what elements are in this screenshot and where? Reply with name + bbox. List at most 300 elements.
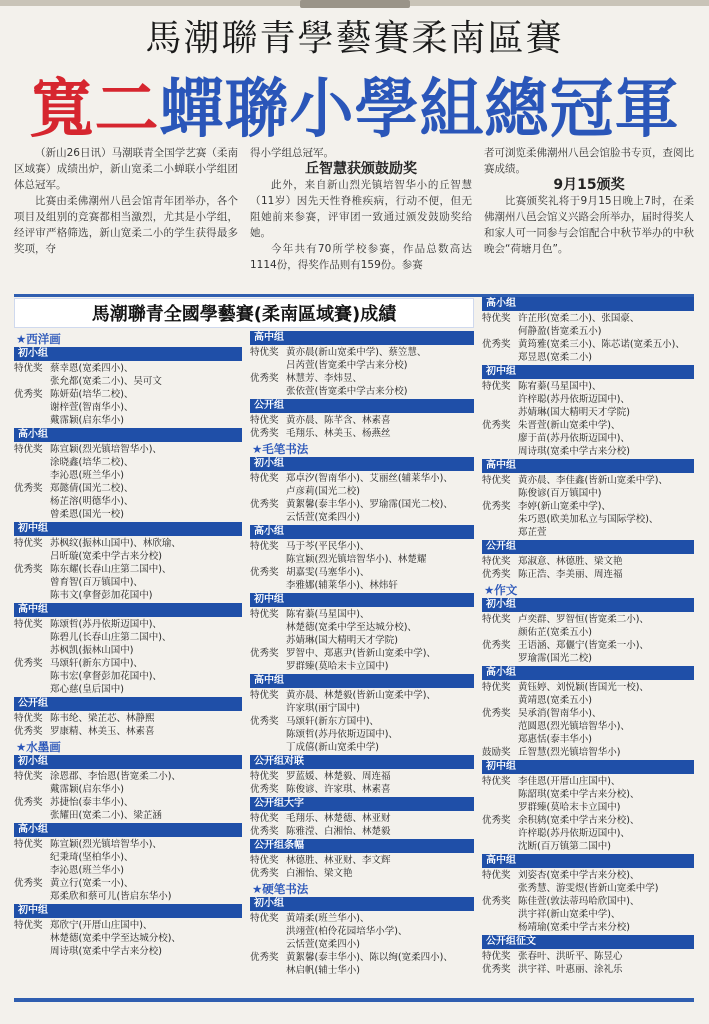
award-label: 优秀奖 xyxy=(14,564,43,575)
award-row xyxy=(14,362,242,388)
headline-line2 xyxy=(0,58,709,150)
award-name-line: 范圆恩(烈光镇培智华小)、 xyxy=(518,721,630,732)
award-name-line: 吕昕璇(宽柔中学古来分校) xyxy=(50,551,162,562)
award-row xyxy=(482,639,694,665)
award-label: 优秀奖 xyxy=(14,797,43,808)
award-name-line: 马于芩(平民华小)、 xyxy=(286,541,370,552)
award-label: 优秀奖 xyxy=(482,815,511,826)
group-heading: 公开组大字 xyxy=(250,797,474,811)
award-name-line: 陈宥蓁(马星国中)、 xyxy=(518,381,602,392)
award-name-line: 云恬萱(宽柔四小) xyxy=(286,939,360,950)
award-names xyxy=(286,715,474,754)
article-column-3 xyxy=(484,145,694,257)
award-name-line: 张耀田(宽柔二小)、梁芷涵 xyxy=(50,810,162,821)
award-row xyxy=(250,608,474,647)
award-name-line: 林德胜、林亚财、李文辉 xyxy=(286,855,391,866)
award-row xyxy=(14,877,242,903)
award-name-line: 许梓聪(苏丹依斯迈国中)、 xyxy=(518,828,630,839)
award-names xyxy=(286,566,474,592)
award-name-line: 沈断(百万镇第二国中) xyxy=(518,841,611,852)
award-name-line: 郑心慈(皇后国中) xyxy=(50,684,124,695)
headline-line1: 馬潮聯青學藝賽柔南區賽 xyxy=(145,18,564,59)
group-heading: 高中组 xyxy=(250,674,474,688)
award-label: 特优奖 xyxy=(14,920,43,931)
award-name-line: 陈俊谚、许家琪、林素喜 xyxy=(286,784,391,795)
award-row xyxy=(482,474,694,500)
award-label: 鼓励奖 xyxy=(482,747,511,758)
award-names xyxy=(286,498,474,524)
award-name-line: 陈雅滢、白湘怡、林楚毅 xyxy=(286,826,391,837)
article-paragraph: （新山26日讯）马潮联青全国学艺赛（柔南区域赛）成绩出炉，新山宽柔二小蝉联小学组团体总冠军。 xyxy=(14,147,238,191)
award-label: 优秀奖 xyxy=(482,420,511,431)
award-names xyxy=(286,372,474,398)
award-row xyxy=(250,647,474,673)
award-names xyxy=(518,950,694,963)
award-name-line: 黄絮馨(泰丰华小)、陈以绚(宽柔四小)、 xyxy=(286,952,453,963)
award-row xyxy=(250,951,474,977)
award-name-line: 李佳恩(开厝山庄国中)、 xyxy=(518,776,621,787)
award-row xyxy=(482,950,694,963)
award-label: 优秀奖 xyxy=(250,826,279,837)
award-name-line: 涂恩郡、李怡恩(皆宽柔二小)、 xyxy=(50,771,181,782)
award-name-line: 黄絮馨(泰丰华小)、罗瑜霈(国光二校)、 xyxy=(286,499,453,510)
award-names xyxy=(50,537,242,563)
award-name-line: 余积鸫(宽柔中学古来分校)、 xyxy=(518,815,640,826)
award-row xyxy=(482,746,694,759)
award-row xyxy=(250,427,474,440)
award-names xyxy=(518,380,694,419)
award-label: 优秀奖 xyxy=(250,784,279,795)
award-row xyxy=(250,472,474,498)
award-label: 特优奖 xyxy=(482,313,511,324)
award-label: 特优奖 xyxy=(250,913,279,924)
results-title: 馬潮聯青全國學藝賽(柔南區域賽)成績 xyxy=(14,298,474,328)
group-heading: 初中组 xyxy=(14,522,242,536)
award-row xyxy=(14,537,242,563)
award-label: 特优奖 xyxy=(482,951,511,962)
award-name-line: 丁成僖(新山宽柔中学) xyxy=(286,742,379,753)
award-name-line: 曾育智(百万镇国中)、 xyxy=(50,577,143,588)
award-row xyxy=(14,838,242,877)
award-row xyxy=(14,770,242,796)
award-name-line: 蔡幸恩(宽柔四小)、 xyxy=(50,363,134,374)
award-name-line: 陈宥蓁(马星国中)、 xyxy=(286,609,370,620)
award-name-line: 苏枫凯(振林山国中) xyxy=(50,645,134,656)
award-label: 特优奖 xyxy=(250,813,279,824)
award-name-line: 马颂轩(新东方国中)、 xyxy=(286,716,379,727)
article-paragraph: 此外，来自新山烈光镇培智华小的丘智慧（11岁）因先天性脊椎疾病，行动不便，但无阻她前来参赛，评审团一致通过颁发鼓励奖给她。 xyxy=(250,179,472,239)
award-row xyxy=(482,613,694,639)
results-column-2 xyxy=(250,330,474,977)
award-name-line: 颜佑芷(宽柔五小) xyxy=(518,627,592,638)
award-row xyxy=(14,657,242,696)
article-paragraph: 比赛颁奖礼将于9月15日晚上7时，在柔佛潮州八邑会馆义兴路会所举办，届时得奖人和家人可一同参与会馆配合中秋节举办的中秋晚会“荷塘月色”。 xyxy=(484,195,694,255)
award-name-line: 陈韦文(拿督彭加花国中) xyxy=(50,590,153,601)
award-name-line: 云恬萱(宽柔四小) xyxy=(286,512,360,523)
award-name-line: 杨靖瑜(宽柔中学古来分校) xyxy=(518,922,630,933)
award-name-line: 罗群臻(莫哈末卡立国中) xyxy=(518,802,621,813)
award-name-line: 郑柔欣和蔡可儿(皆启东华小) xyxy=(50,891,172,902)
award-name-line: 黄靖柔(班兰华小)、 xyxy=(286,913,370,924)
award-name-line: 毛翔乐、林楚德、林亚财 xyxy=(286,813,391,824)
award-names xyxy=(286,472,474,498)
award-row xyxy=(482,814,694,853)
award-names xyxy=(518,814,694,853)
award-name-line: 朱晋萱(新山宽柔中学)、 xyxy=(518,420,621,431)
award-name-line: 张秀慧、游雯煜(皆新山宽柔中学) xyxy=(518,883,659,894)
award-name-line: 李沁恩(班兰华小) xyxy=(50,865,124,876)
award-label: 特优奖 xyxy=(482,870,511,881)
group-heading: 高小组 xyxy=(482,297,694,311)
results-column-3 xyxy=(482,296,694,976)
award-row xyxy=(250,783,474,796)
award-name-line: 郑昱恩(宽柔二小) xyxy=(518,352,592,363)
award-names xyxy=(50,362,242,388)
award-label: 特优奖 xyxy=(14,619,43,630)
award-label: 特优奖 xyxy=(250,690,279,701)
award-row xyxy=(14,443,242,482)
award-names xyxy=(518,707,694,746)
award-label: 优秀奖 xyxy=(482,896,511,907)
award-name-line: 丘智慧(烈光镇培智华小) xyxy=(518,747,621,758)
award-name-line: 陈韦宏(拿督彭加花国中)、 xyxy=(50,671,162,682)
group-heading: 高中组 xyxy=(14,603,242,617)
award-label: 特优奖 xyxy=(250,415,279,426)
award-row xyxy=(482,895,694,934)
award-name-line: 许梓聪(苏丹依斯迈国中)、 xyxy=(518,394,630,405)
article-subheading: 丘智慧获颁鼓励奖 xyxy=(305,161,417,177)
award-names xyxy=(50,482,242,521)
award-label: 优秀奖 xyxy=(14,726,43,737)
award-name-line: 白湘怡、梁文艳 xyxy=(286,868,353,879)
award-row xyxy=(482,419,694,458)
award-label: 优秀奖 xyxy=(482,964,511,975)
award-names xyxy=(50,838,242,877)
award-name-line: 涂晓鑫(培华二校)、 xyxy=(50,457,134,468)
award-names xyxy=(286,812,474,825)
award-name-line: 李雅娜(辅莱华小)、林炜轩 xyxy=(286,580,398,591)
group-heading: 初中组 xyxy=(14,904,242,918)
award-name-line: 曾柔恩(国光一校) xyxy=(50,509,124,520)
award-name-line: 陈宣颖(烈光镇培智华小)、 xyxy=(50,444,162,455)
award-name-line: 周诗琪(宽柔中学古来分校) xyxy=(518,446,630,457)
award-row xyxy=(250,867,474,880)
headline-blue-part: 蟬聯小學組總冠軍 xyxy=(159,73,680,147)
award-names xyxy=(518,613,694,639)
award-row xyxy=(14,796,242,822)
award-names xyxy=(286,854,474,867)
award-row xyxy=(14,618,242,657)
award-name-line: 朱巧恩(欧美加私立与国际学校)、 xyxy=(518,514,659,525)
group-heading: 高小组 xyxy=(14,823,242,837)
award-name-line: 许家琪(丽宁国中) xyxy=(286,703,360,714)
award-name-line: 黄靖恩(宽柔五小) xyxy=(518,695,592,706)
award-name-line: 张依萱(皆宽柔中学古来分校) xyxy=(286,386,408,397)
award-names xyxy=(50,770,242,796)
award-names xyxy=(286,770,474,783)
award-name-line: 林启帆(辅士华小) xyxy=(286,965,360,976)
award-label: 优秀奖 xyxy=(482,339,511,350)
group-heading: 公开组对联 xyxy=(250,755,474,769)
award-name-line: 吴承消(智南华小)、 xyxy=(518,708,602,719)
award-names xyxy=(518,419,694,458)
group-heading: 初小组 xyxy=(250,457,474,471)
award-name-line: 卢奕群、罗智恒(皆宽柔二小)、 xyxy=(518,614,649,625)
award-names xyxy=(286,540,474,566)
award-names xyxy=(286,414,474,427)
award-name-line: 陈韦纶、梁芷芯、林静熙 xyxy=(50,713,155,724)
award-name-line: 黄亦晨、李佳鑫(皆新山宽柔中学)、 xyxy=(518,475,668,486)
group-heading: 初中组 xyxy=(482,760,694,774)
award-name-line: 陈碧儿(长春山庄第二国中)、 xyxy=(50,632,172,643)
award-name-line: 林慧芳、李炜昱、 xyxy=(286,373,363,384)
award-label: 优秀奖 xyxy=(482,501,511,512)
award-name-line: 陈俊谚(百万镇国中) xyxy=(518,488,602,499)
category-heading: ★水墨画 xyxy=(16,740,61,754)
award-label: 优秀奖 xyxy=(250,567,279,578)
award-row xyxy=(14,919,242,958)
award-names xyxy=(50,725,242,738)
award-names xyxy=(518,681,694,707)
award-row xyxy=(250,414,474,427)
award-label: 特优奖 xyxy=(14,713,43,724)
award-row xyxy=(482,380,694,419)
group-heading: 高中组 xyxy=(482,854,694,868)
article-paragraph: 者可浏览柔佛潮州八邑会馆脸书专页，查阅比赛成绩。 xyxy=(484,147,694,175)
group-heading: 初中组 xyxy=(482,365,694,379)
article-column-2 xyxy=(250,145,472,273)
award-name-line: 李沁恩(班兰华小) xyxy=(50,470,124,481)
award-label: 特优奖 xyxy=(250,541,279,552)
award-label: 优秀奖 xyxy=(250,648,279,659)
award-label: 特优奖 xyxy=(14,839,43,850)
group-heading: 公开组征文 xyxy=(482,935,694,949)
award-name-line: 廖于苗(苏丹依斯迈国中)、 xyxy=(518,433,630,444)
award-row xyxy=(250,346,474,372)
award-label: 特优奖 xyxy=(250,771,279,782)
award-name-line: 黄亦晨、林楚毅(皆新山宽柔中学)、 xyxy=(286,690,436,701)
award-name-line: 张允都(宽柔二小)、吴可文 xyxy=(50,376,162,387)
award-names xyxy=(518,568,694,581)
award-name-line: 黄亦晨(新山宽柔中学)、蔡笠慧、 xyxy=(286,347,427,358)
award-row xyxy=(482,963,694,976)
award-name-line: 李婷(新山宽柔中学)、 xyxy=(518,501,611,512)
award-name-line: 苏婧琳(国大精明天才学院) xyxy=(518,407,630,418)
award-name-line: 谢梓萱(智南华小)、 xyxy=(50,402,134,413)
award-name-line: 郑欣宁(开厝山庄国中)、 xyxy=(50,920,153,931)
group-heading: 公开组 xyxy=(250,399,474,413)
award-name-line: 罗智中、郑惠尹(皆新山宽柔中学)、 xyxy=(286,648,436,659)
award-label: 特优奖 xyxy=(482,475,511,486)
category-heading: ★作文 xyxy=(484,583,518,597)
award-row xyxy=(14,563,242,602)
group-heading: 初中组 xyxy=(250,593,474,607)
award-label: 优秀奖 xyxy=(14,878,43,889)
award-row xyxy=(250,540,474,566)
award-name-line: 陈颂哲(苏丹依斯迈国中)、 xyxy=(50,619,162,630)
award-name-line: 戴霈颖(启东华小) xyxy=(50,784,124,795)
award-name-line: 纪秉琦(坚柏华小)、 xyxy=(50,852,134,863)
award-row xyxy=(250,689,474,715)
award-row xyxy=(482,568,694,581)
award-label: 优秀奖 xyxy=(250,428,279,439)
award-names xyxy=(518,639,694,665)
award-row xyxy=(250,854,474,867)
award-row xyxy=(14,388,242,427)
group-heading: 公开组条幅 xyxy=(250,839,474,853)
award-name-line: 陈正浩、李美丽、周连福 xyxy=(518,569,623,580)
award-names xyxy=(286,825,474,838)
award-name-line: 郑懿倩(国光二校)、 xyxy=(50,483,134,494)
award-row xyxy=(482,869,694,895)
award-name-line: 苏枫纹(振林山国中)、林欣瑜、 xyxy=(50,538,181,549)
award-names xyxy=(518,312,694,338)
award-row xyxy=(482,500,694,539)
award-label: 优秀奖 xyxy=(482,569,511,580)
group-heading: 高小组 xyxy=(482,666,694,680)
bottom-divider xyxy=(14,998,694,1002)
award-row xyxy=(250,770,474,783)
headline-red-part: 寬二 xyxy=(29,73,160,147)
award-name-line: 刘姿杏(宽柔中学古来分校)、 xyxy=(518,870,640,881)
award-name-line: 洪翊萱(柏伶花园培华小学)、 xyxy=(286,926,408,937)
award-name-line: 毛翔乐、林美玉、杨燕丝 xyxy=(286,428,391,439)
article-paragraph: 得小学组总冠军。 xyxy=(250,147,334,159)
award-label: 特优奖 xyxy=(250,855,279,866)
award-names xyxy=(50,919,242,958)
award-name-line: 张春叶、洪昕平、陈昱心 xyxy=(518,951,623,962)
award-names xyxy=(50,563,242,602)
award-label: 优秀奖 xyxy=(482,708,511,719)
award-name-line: 郑惠恬(泰丰华小) xyxy=(518,734,592,745)
group-heading: 初小组 xyxy=(482,598,694,612)
group-heading: 初小组 xyxy=(14,347,242,361)
award-names xyxy=(518,555,694,568)
award-name-line: 黄立行(宽柔一小)、 xyxy=(50,878,134,889)
award-names xyxy=(50,443,242,482)
group-heading: 公开组 xyxy=(14,697,242,711)
award-name-line: 许芷彤(宽柔二小)、张国豪、 xyxy=(518,313,640,324)
award-label: 优秀奖 xyxy=(250,952,279,963)
award-label: 优秀奖 xyxy=(250,868,279,879)
award-names xyxy=(518,338,694,364)
award-label: 特优奖 xyxy=(14,444,43,455)
award-name-line: 郑卓汐(智南华小)、艾丽丝(辅莱华小)、 xyxy=(286,473,453,484)
award-names xyxy=(50,618,242,657)
award-names xyxy=(286,647,474,673)
award-names xyxy=(286,608,474,647)
award-name-line: 王语涵、郑儷宁(皆宽柔一小)、 xyxy=(518,640,649,651)
award-row xyxy=(14,712,242,725)
award-name-line: 黄筠雅(宽柔三小)、陈芯诺(宽柔五小)、 xyxy=(518,339,685,350)
award-label: 特优奖 xyxy=(250,609,279,620)
award-name-line: 何静盈(皆宽柔五小) xyxy=(518,326,602,337)
category-heading: ★硬笔书法 xyxy=(252,882,309,896)
award-names xyxy=(518,746,694,759)
award-names xyxy=(518,963,694,976)
award-row xyxy=(14,482,242,521)
award-label: 优秀奖 xyxy=(14,389,43,400)
award-name-line: 黄钰婷、刘悦颖(皆国光一校)、 xyxy=(518,682,649,693)
results-column-1 xyxy=(14,330,242,958)
award-label: 特优奖 xyxy=(14,771,43,782)
award-name-line: 陈韶琪(宽柔中学古来分校)、 xyxy=(518,789,640,800)
category-heading: ★西洋画 xyxy=(16,332,61,346)
award-label: 特优奖 xyxy=(250,347,279,358)
award-label: 优秀奖 xyxy=(250,499,279,510)
award-names xyxy=(50,657,242,696)
award-name-line: 陈颂哲(苏丹依斯迈国中)、 xyxy=(286,729,398,740)
award-row xyxy=(482,681,694,707)
award-label: 特优奖 xyxy=(482,381,511,392)
award-label: 特优奖 xyxy=(482,614,511,625)
award-names xyxy=(286,427,474,440)
award-row xyxy=(482,707,694,746)
award-row xyxy=(250,812,474,825)
award-name-line: 林楚德(宽柔中学至达城分校)、 xyxy=(50,933,181,944)
group-heading: 高中组 xyxy=(250,331,474,345)
award-name-line: 戴霈颖(启东华小) xyxy=(50,415,124,426)
award-name-line: 陈妍茹(培华二校)、 xyxy=(50,389,134,400)
award-name-line: 黄亦晨、陈芊含、林素喜 xyxy=(286,415,391,426)
award-names xyxy=(50,877,242,903)
article-paragraph: 今年共有70所学校参赛，作品总数高达1114份，得奖作品则有159份。参赛 xyxy=(250,243,472,271)
group-heading: 初小组 xyxy=(14,755,242,769)
award-name-line: 杨芷溶(明德华小)、 xyxy=(50,496,134,507)
award-label: 特优奖 xyxy=(14,363,43,374)
award-row xyxy=(250,498,474,524)
award-name-line: 郑芷萱 xyxy=(518,527,547,538)
award-label: 优秀奖 xyxy=(14,658,43,669)
award-name-line: 马颂轩(新东方国中)、 xyxy=(50,658,143,669)
award-names xyxy=(286,689,474,715)
award-names xyxy=(518,775,694,814)
award-name-line: 苏捷怡(泰丰华小)、 xyxy=(50,797,134,808)
group-heading: 初小组 xyxy=(250,897,474,911)
award-row xyxy=(250,372,474,398)
award-label: 特优奖 xyxy=(482,776,511,787)
award-names xyxy=(518,500,694,539)
award-names xyxy=(286,867,474,880)
award-names xyxy=(50,388,242,427)
award-name-line: 陈佳萱(敦法蒂玛哈欣国中)、 xyxy=(518,896,640,907)
award-row xyxy=(250,715,474,754)
award-label: 特优奖 xyxy=(14,538,43,549)
award-row xyxy=(482,555,694,568)
award-name-line: 罗康精、林美玉、林素喜 xyxy=(50,726,155,737)
award-name-line: 苏婧琳(国大精明天才学院) xyxy=(286,635,398,646)
award-name-line: 林楚德(宽柔中学至达城分校)、 xyxy=(286,622,417,633)
award-name-line: 郑淑意、林德胜、梁文艳 xyxy=(518,556,623,567)
award-label: 优秀奖 xyxy=(250,716,279,727)
award-name-line: 吕芮萱(皆宽柔中学古来分校) xyxy=(286,360,408,371)
award-row xyxy=(250,912,474,951)
group-heading: 高小组 xyxy=(14,428,242,442)
award-name-line: 罗瑜霈(国光二校) xyxy=(518,653,592,664)
award-names xyxy=(286,783,474,796)
award-names xyxy=(518,474,694,500)
award-name-line: 陈宣颖(烈光镇培智华小)、林楚耀 xyxy=(286,554,427,565)
award-row xyxy=(482,775,694,814)
award-name-line: 陈宣颖(烈光镇培智华小)、 xyxy=(50,839,162,850)
award-label: 特优奖 xyxy=(250,473,279,484)
award-name-line: 卢彦莉(国光二校) xyxy=(286,486,360,497)
award-row xyxy=(250,825,474,838)
award-name-line: 洪宇祥、叶惠丽、涂礼乐 xyxy=(518,964,623,975)
award-name-line: 胡嘉雯(马塞华小)、 xyxy=(286,567,370,578)
award-name-line: 陈东耀(长春山庄第二国中)、 xyxy=(50,564,172,575)
award-label: 优秀奖 xyxy=(14,483,43,494)
